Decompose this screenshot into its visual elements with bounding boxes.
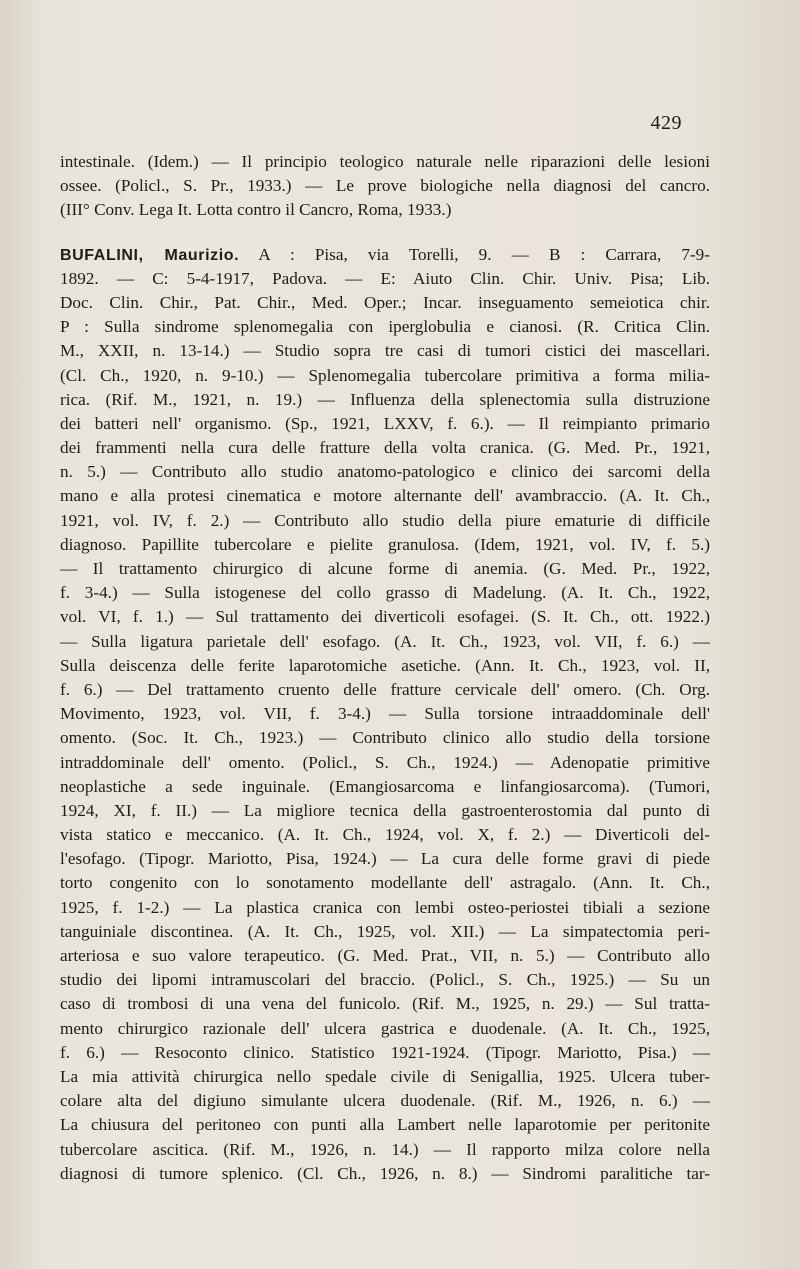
text-line: 1921, vol. IV, f. 2.) — Contributo allo studio della piure ematurie di difficile — [60, 510, 710, 530]
paragraph-gap — [60, 223, 710, 243]
text-line: vista statico e meccanico. (A. It. Ch., 1924, vol. X, f. 2.) — Diverticoli del- — [60, 825, 710, 845]
text-line: Movimento, 1923, vol. VII, f. 3-4.) — Sulla torsione intraaddominale dell' — [60, 704, 710, 724]
text-line: n. 5.) — Contributo allo studio anatomo-patologico e clinico dei sarcomi della — [60, 462, 710, 482]
text-line: P : Sulla sindrome splenomegalia con iperglobulia e cianosi. (R. Critica Clin. — [60, 317, 710, 337]
text-line: tanguiniale discontinea. (A. It. Ch., 1925, vol. XII.) — La simpatectomia peri- — [60, 921, 710, 941]
text-line: mento chirurgico razionale dell' ulcera gastrica e duodenale. (A. It. Ch., 1925, — [60, 1018, 710, 1038]
text-line: dei batteri nell' organismo. (Sp., 1921, LXXV, f. 6.). — Il reimpianto primario — [60, 413, 710, 433]
text-line: intraddominale dell' omento. (Policl., S. Ch., 1924.) — Adenopatie primitive — [60, 752, 710, 772]
entry-first-line — [60, 243, 710, 267]
author-name: BUFALINI, Maurizio. — [60, 246, 240, 264]
text-line: arteriosa e suo valore terapeutico. (G. Med. Prat., VII, n. 5.) — Contributo allo — [60, 946, 710, 965]
text-line: dei frammenti nella cura delle fratture della volta cranica. (G. Med. Pr., 1921, — [60, 438, 710, 458]
text-line: Doc. Clin. Chir., Pat. Chir., Med. Oper.; Incar. inseguamento semeiotica chir. — [60, 292, 710, 312]
text-line: diagnoso. Papillite tubercolare e pielite granulosa. (Idem, 1921, vol. IV, f. 5.) — [60, 534, 710, 554]
text-line: — Il trattamento chirurgico di alcune forme di anemia. (G. Med. Pr., 1922, — [60, 559, 710, 578]
text-line: 1924, XI, f. II.) — La migliore tecnica della gastroenterostomia dal punto di — [60, 800, 710, 820]
text-line: caso di trombosi di una vena del funicolo. (Rif. M., 1925, n. 29.) — Sul tratta- — [60, 994, 710, 1014]
text-line: La chiusura del peritoneo con punti alla Lambert nelle laparotomie per peritonite — [60, 1115, 710, 1135]
entry-lines — [60, 267, 710, 1186]
text-line: vol. VI, f. 1.) — Sul trattamento dei diverticoli esofagei. (S. It. Ch., ott. 1922.) — [60, 607, 710, 627]
text-line: f. 6.) — Resoconto clinico. Statistico 1921-1924. (Tipogr. Mariotto, Pisa.) — — [60, 1042, 710, 1062]
text-line: rica. (Rif. M., 1921, n. 19.) — Influenza della splenectomia sulla distruzione — [60, 389, 710, 409]
text-line: studio dei lipomi intramuscolari del braccio. (Policl., S. Ch., 1925.) — Su un — [60, 970, 710, 990]
text-line: f. 6.) — Del trattamento cruento delle fratture cervicale dell' omero. (Ch. Org. — [60, 679, 710, 699]
text-line: La mia attività chirurgica nello spedale civile di Senigallia, 1925. Ulcera tuber- — [60, 1066, 710, 1086]
text-line: mano e alla protesi cinematica e motore alternante dell' avambraccio. (A. It. Ch., — [60, 486, 710, 506]
text-line: torto congenito con lo sonotamento modellante dell' astragalo. (Ann. It. Ch., — [60, 873, 710, 893]
bibliography-text — [60, 150, 710, 1186]
text-line: (Cl. Ch., 1920, n. 9-10.) — Splenomegalia tubercolare primitiva a forma milia- — [60, 365, 710, 385]
entry-first-line-text: A : Pisa, via Torelli, 9. — B : Carrara, 7-9- — [258, 244, 710, 264]
text-line: — Sulla ligatura parietale dell' esofago. (A. It. Ch., 1923, vol. VII, f. 6.) — — [60, 631, 710, 651]
text-line: neoplastiche a sede inguinale. (Emangiosarcoma e linfangiosarcoma). (Tumori, — [60, 776, 710, 796]
text-line: ossee. (Policl., S. Pr., 1933.) — Le prove biologiche nella diagnosi del cancro. — [60, 176, 710, 196]
page-number: 429 — [650, 112, 682, 134]
entry-bufalini — [60, 243, 710, 1186]
text-line: omento. (Soc. It. Ch., 1923.) — Contributo clinico allo studio della torsione — [60, 728, 710, 748]
text-line: diagnosi di tumore splenico. (Cl. Ch., 1926, n. 8.) — Sindromi paralitiche tar- — [60, 1163, 710, 1183]
text-line: intestinale. (Idem.) — Il principio teologico naturale nelle riparazioni delle lesioni — [60, 152, 710, 171]
text-line: M., XXII, n. 13-14.) — Studio sopra tre casi di tumori cistici dei mascellari. — [60, 341, 710, 361]
text-line: tubercolare ascitica. (Rif. M., 1926, n. 14.) — Il rapporto milza colore nella — [60, 1139, 710, 1159]
text-line: 1925, f. 1-2.) — La plastica cranica con lembi osteo-periostei tibiali a sezione — [60, 897, 710, 917]
text-line: f. 3-4.) — Sulla istogenese del collo grasso di Madelung. (A. It. Ch., 1922, — [60, 583, 710, 603]
text-line: colare alta del digiuno simulante ulcera duodenale. (Rif. M., 1926, n. 6.) — — [60, 1091, 710, 1111]
text-line: l'esofago. (Tipogr. Mariotto, Pisa, 1924.) — La cura delle forme gravi di piede — [60, 849, 710, 869]
text-line: 1892. — C: 5-4-1917, Padova. — E: Aiuto Clin. Chir. Univ. Pisa; Lib. — [60, 268, 710, 288]
text-line: (III° Conv. Lega It. Lotta contro il Cancro, Roma, 1933.) — [60, 200, 452, 220]
continuation-paragraph — [60, 150, 710, 223]
text-line: Sulla deiscenza delle ferite laparotomiche asetiche. (Ann. It. Ch., 1923, vol. II, — [60, 655, 710, 675]
